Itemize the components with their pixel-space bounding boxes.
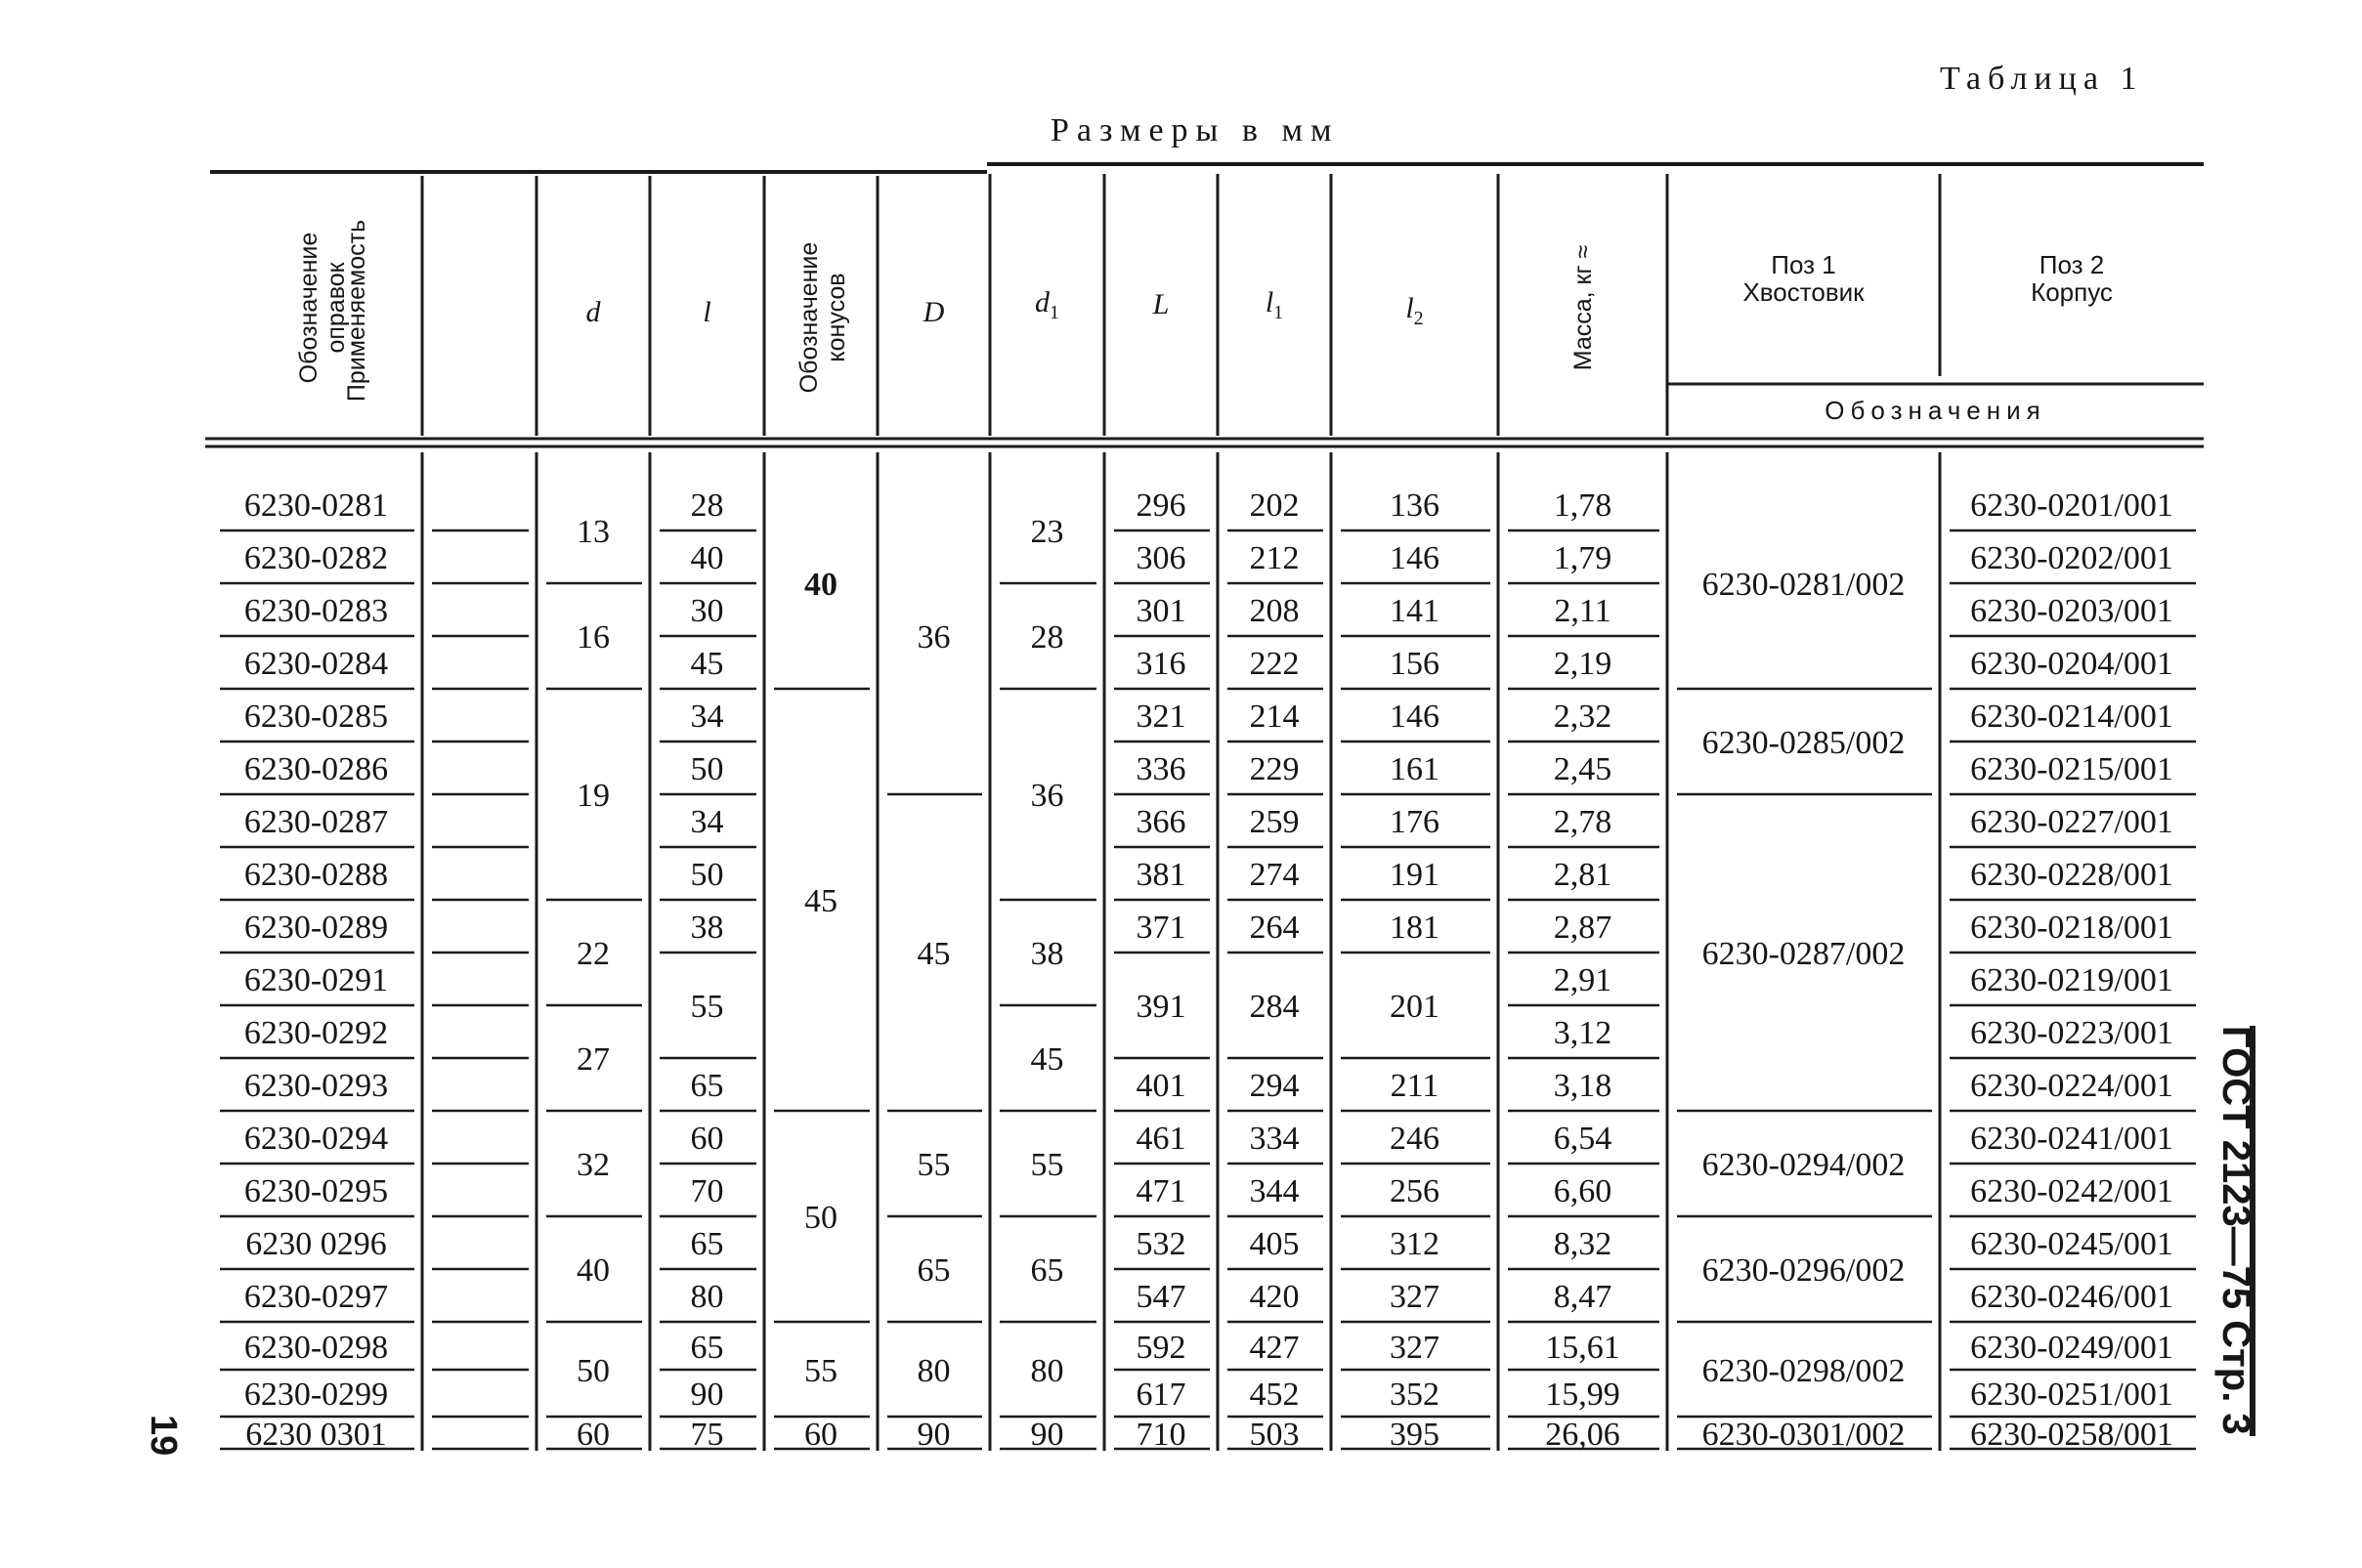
cell-l1: 294 [1249,1068,1300,1104]
cell-L: 617 [1136,1377,1186,1413]
cell-l2: 141 [1390,593,1439,629]
cell-d1: 38 [1030,936,1064,972]
cell-l2: 256 [1390,1173,1439,1209]
cell-designation: 6230 0296 [245,1226,387,1262]
cell-L: 391 [1136,989,1186,1025]
cell-mass: 8,32 [1553,1226,1612,1262]
cell-designation: 6230-0282 [243,540,389,576]
cell-mass: 15,61 [1545,1329,1620,1366]
cell-d1: 55 [1030,1147,1064,1183]
cell-cone: 60 [804,1416,837,1453]
cell-L: 371 [1136,910,1186,946]
cell-pos2: 6230-0204/001 [1970,646,2173,682]
cell-l: 34 [690,804,724,840]
cell-pos1: 6230-0281/002 [1701,567,1906,603]
cell-l1: 212 [1249,540,1300,576]
cell-d: 27 [577,1041,610,1078]
cell-l2: 201 [1390,989,1439,1025]
header-applicability: Применяемость [343,219,370,403]
cell-mass: 6,60 [1553,1173,1612,1209]
cell-mass: 2,32 [1553,699,1612,735]
cell-cone: 55 [804,1352,837,1389]
side-header: ГОСТ 2123—75 Стр. 3 [2214,1026,2257,1435]
cell-pos2: 6230-0203/001 [1970,593,2173,629]
cell-l2: 176 [1390,804,1439,840]
cell-designation: 6230 0301 [245,1416,387,1453]
cell-d: 40 [577,1252,610,1289]
cell-D: 36 [917,619,951,656]
cell-mass: 3,18 [1553,1068,1612,1104]
cell-l2: 146 [1390,699,1439,735]
header-cone: Обозначение конусов [795,241,850,394]
cell-l1: 344 [1249,1173,1300,1209]
cell-d: 22 [577,936,610,972]
cell-l2: 156 [1390,646,1439,682]
cell-designation: 6230-0285 [243,699,389,735]
cell-L: 381 [1136,857,1186,893]
cell-D: 45 [917,936,951,972]
cell-d: 13 [577,514,610,550]
cell-pos2: 6230-0223/001 [1970,1015,2173,1051]
cell-d: 32 [577,1147,610,1183]
cell-l: 50 [690,857,724,893]
cell-pos2: 6230-0228/001 [1970,857,2173,893]
cell-l1: 420 [1249,1279,1300,1315]
cell-designation: 6230-0298 [243,1329,389,1366]
cell-d: 19 [577,778,610,814]
cell-designation: 6230-0294 [243,1121,389,1157]
header-D: D [923,296,945,328]
cell-pos2: 6230-0249/001 [1970,1329,2173,1366]
cell-l1: 264 [1249,910,1300,946]
cell-d1: 28 [1030,619,1064,656]
cell-pos2: 6230-0214/001 [1970,699,2173,735]
header-pos2: Поз 2 Корпус [2031,250,2113,307]
cell-cone: 40 [804,567,837,603]
cell-L: 471 [1136,1173,1186,1209]
cell-l: 38 [690,910,724,946]
cell-mass: 2,19 [1553,646,1612,682]
cell-pos1: 6230-0294/002 [1701,1147,1906,1183]
cell-L: 321 [1136,699,1186,735]
cell-L: 336 [1136,751,1186,787]
cell-l: 65 [690,1329,724,1366]
header-designations: Обозначения [1825,395,2046,425]
cell-mass: 1,79 [1553,540,1612,576]
cell-mass: 2,81 [1553,857,1612,893]
cell-pos2: 6230-0251/001 [1970,1377,2173,1413]
cell-l: 50 [690,751,724,787]
cell-designation: 6230-0295 [243,1173,389,1209]
cell-pos2: 6230-0242/001 [1970,1173,2173,1209]
cell-mass: 3,12 [1553,1015,1612,1051]
cell-l: 40 [690,540,724,576]
cell-cone: 50 [804,1200,837,1236]
cell-pos2: 6230-0241/001 [1970,1121,2173,1157]
cell-mass: 15,99 [1545,1377,1620,1413]
cell-designation: 6230-0283 [243,593,389,629]
cell-l1: 452 [1249,1377,1300,1413]
cell-d1: 45 [1030,1041,1064,1078]
cell-l1: 214 [1249,699,1300,735]
cell-l: 75 [690,1416,724,1453]
cell-designation: 6230-0299 [243,1377,389,1413]
cell-L: 401 [1136,1068,1186,1104]
cell-L: 301 [1136,593,1186,629]
cell-designation: 6230-0289 [243,910,389,946]
cell-l: 34 [690,699,724,735]
cell-l2: 312 [1390,1226,1439,1262]
cell-pos1: 6230-0301/002 [1701,1416,1906,1453]
cell-mass: 2,45 [1553,751,1612,787]
cell-designation: 6230-0286 [243,751,389,787]
cell-pos2: 6230-0215/001 [1970,751,2173,787]
cell-pos2: 6230-0245/001 [1970,1226,2173,1262]
cell-L: 306 [1136,540,1186,576]
cell-l1: 229 [1249,751,1300,787]
cell-l1: 334 [1249,1121,1300,1157]
cell-L: 366 [1136,804,1186,840]
cell-pos2: 6230-0258/001 [1970,1416,2173,1453]
page-number: 19 [143,1415,184,1457]
cell-pos1: 6230-0285/002 [1701,725,1906,761]
cell-d: 60 [577,1416,610,1453]
header-designation: Обозначение оправок [295,232,350,384]
cell-D: 90 [917,1416,951,1453]
cell-l2: 136 [1390,487,1439,524]
cell-l: 55 [690,989,724,1025]
cell-l1: 202 [1249,487,1300,524]
cell-cone: 45 [804,883,837,919]
table-caption: Таблица 1 [1940,61,2144,97]
cell-designation: 6230-0297 [243,1279,389,1315]
cell-pos1: 6230-0298/002 [1701,1352,1906,1389]
cell-designation: 6230-0284 [243,646,389,682]
cell-L: 710 [1136,1416,1186,1453]
cell-l: 90 [690,1377,724,1413]
cell-pos2: 6230-0202/001 [1970,540,2173,576]
cell-mass: 2,87 [1553,910,1612,946]
header-mass: Масса, кг ≈ [1569,244,1597,371]
cell-L: 316 [1136,646,1186,682]
cell-l1: 208 [1249,593,1300,629]
cell-mass: 2,11 [1554,593,1611,629]
cell-pos2: 6230-0246/001 [1970,1279,2173,1315]
cell-pos2: 6230-0219/001 [1970,962,2173,998]
header-l1: $l_1$ [1265,285,1284,323]
cell-l: 65 [690,1068,724,1104]
cell-l2: 161 [1390,751,1439,787]
cell-l2: 246 [1390,1121,1439,1157]
cell-l: 80 [690,1279,724,1315]
cell-designation: 6230-0287 [243,804,389,840]
cell-L: 296 [1136,487,1186,524]
cell-mass: 2,91 [1553,962,1612,998]
cell-L: 461 [1136,1121,1186,1157]
cell-l2: 352 [1390,1377,1439,1413]
cell-L: 547 [1136,1279,1186,1315]
cell-l1: 503 [1249,1416,1300,1453]
cell-l2: 395 [1390,1416,1439,1453]
cell-d1: 36 [1030,778,1064,814]
cell-designation: 6230-0281 [243,487,389,524]
cell-designation: 6230-0293 [243,1068,389,1104]
cell-designation: 6230-0292 [243,1015,389,1051]
cell-d: 16 [577,619,610,656]
cell-l2: 146 [1390,540,1439,576]
cell-l2: 191 [1390,857,1439,893]
cell-l: 60 [690,1121,724,1157]
cell-l: 70 [690,1173,724,1209]
cell-d1: 90 [1030,1416,1064,1453]
cell-mass: 2,78 [1553,804,1612,840]
cell-l1: 274 [1249,857,1300,893]
header-l: l [703,296,711,328]
cell-L: 532 [1136,1226,1186,1262]
units-caption: Размеры в мм [1051,112,1340,148]
cell-d1: 23 [1030,514,1064,550]
cell-D: 65 [917,1252,951,1289]
cell-pos2: 6230-0224/001 [1970,1068,2173,1104]
cell-pos2: 6230-0218/001 [1970,910,2173,946]
header-L: L [1152,288,1170,320]
cell-l2: 181 [1390,910,1439,946]
cell-D: 55 [917,1147,951,1183]
cell-l2: 327 [1390,1279,1439,1315]
cell-d1: 80 [1030,1352,1064,1389]
cell-pos2: 6230-0201/001 [1970,487,2173,524]
cell-mass: 8,47 [1553,1279,1612,1315]
header-d1: $d_1$ [1035,285,1059,323]
cell-l1: 259 [1249,804,1300,840]
cell-designation: 6230-0291 [243,962,389,998]
cell-l: 45 [690,646,724,682]
header-l2: $l_2$ [1405,291,1424,329]
cell-mass: 6,54 [1553,1121,1612,1157]
header-pos1: Поз 1 Хвостовик [1742,250,1865,307]
cell-l2: 327 [1390,1329,1439,1366]
header-d: d [585,296,601,328]
cell-l2: 211 [1390,1068,1439,1104]
cell-l1: 405 [1249,1226,1300,1262]
cell-mass: 1,78 [1553,487,1612,524]
cell-d1: 65 [1030,1252,1064,1289]
cell-D: 80 [917,1352,951,1389]
cell-l1: 222 [1249,646,1300,682]
cell-designation: 6230-0288 [243,857,389,893]
cell-l1: 284 [1249,989,1300,1025]
cell-L: 592 [1136,1329,1186,1366]
cell-l: 65 [690,1226,724,1262]
cell-l: 30 [690,593,724,629]
cell-pos1: 6230-0296/002 [1701,1252,1906,1289]
cell-pos1: 6230-0287/002 [1701,936,1906,972]
cell-mass: 26,06 [1545,1416,1620,1453]
cell-l: 28 [690,487,724,524]
cell-d: 50 [577,1352,610,1389]
cell-l1: 427 [1249,1329,1300,1366]
cell-pos2: 6230-0227/001 [1970,804,2173,840]
